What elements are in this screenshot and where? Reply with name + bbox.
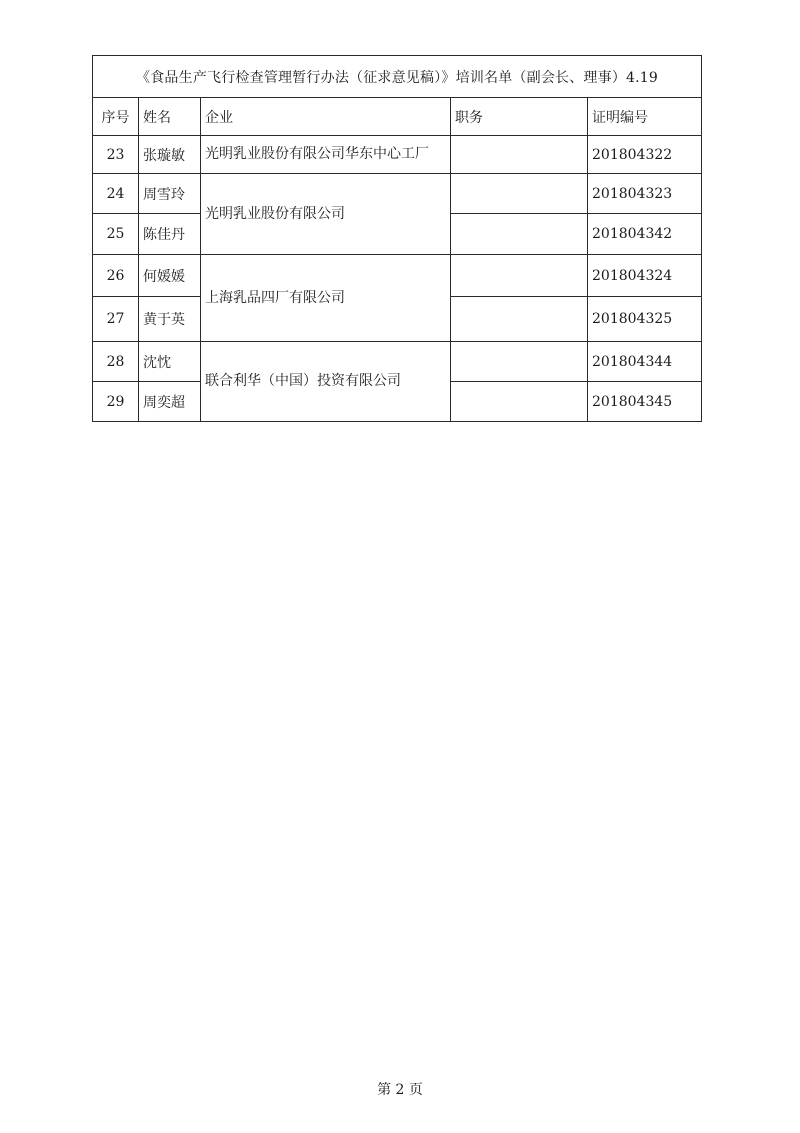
cert-cell: 201804324 (588, 255, 702, 297)
position-cell (451, 382, 588, 422)
company-cell: 光明乳业股份有限公司华东中心工厂 (201, 136, 451, 174)
position-cell (451, 136, 588, 174)
header-company: 企业 (201, 98, 451, 136)
cert-cell: 201804325 (588, 297, 702, 342)
name-cell: 黄于英 (139, 297, 201, 342)
table-row (93, 255, 702, 297)
name-cell: 张璇敏 (139, 136, 201, 174)
seq-cell: 24 (93, 174, 139, 214)
table-row (93, 136, 702, 174)
seq-cell: 28 (93, 342, 139, 382)
name-cell: 何媛媛 (139, 255, 201, 297)
company-cell: 上海乳品四厂有限公司 (201, 255, 451, 342)
seq-cell: 29 (93, 382, 139, 422)
training-list-table (92, 55, 702, 422)
seq-cell: 26 (93, 255, 139, 297)
name-cell: 周雪玲 (139, 174, 201, 214)
position-cell (451, 297, 588, 342)
position-cell (451, 255, 588, 297)
seq-cell: 25 (93, 214, 139, 255)
cert-cell: 201804323 (588, 174, 702, 214)
cert-cell: 201804342 (588, 214, 702, 255)
position-cell (451, 214, 588, 255)
document-title: 《食品生产飞行检查管理暂行办法（征求意见稿）》培训名单（副会长、理事）4.19 (93, 56, 702, 98)
name-cell: 周奕超 (139, 382, 201, 422)
cert-cell: 201804322 (588, 136, 702, 174)
cert-cell: 201804345 (588, 382, 702, 422)
header-row (93, 98, 702, 136)
header-position: 职务 (451, 98, 588, 136)
header-name: 姓名 (139, 98, 201, 136)
seq-cell: 27 (93, 297, 139, 342)
title-row (93, 56, 702, 98)
table-row (93, 174, 702, 214)
seq-cell: 23 (93, 136, 139, 174)
name-cell: 陈佳丹 (139, 214, 201, 255)
header-cert: 证明编号 (588, 98, 702, 136)
position-cell (451, 174, 588, 214)
position-cell (451, 342, 588, 382)
company-cell: 联合利华（中国）投资有限公司 (201, 342, 451, 422)
table-row (93, 342, 702, 382)
cert-cell: 201804344 (588, 342, 702, 382)
page-number: 第 2 页 (377, 1082, 423, 1098)
company-cell: 光明乳业股份有限公司 (201, 174, 451, 255)
name-cell: 沈忱 (139, 342, 201, 382)
header-seq: 序号 (93, 98, 139, 136)
